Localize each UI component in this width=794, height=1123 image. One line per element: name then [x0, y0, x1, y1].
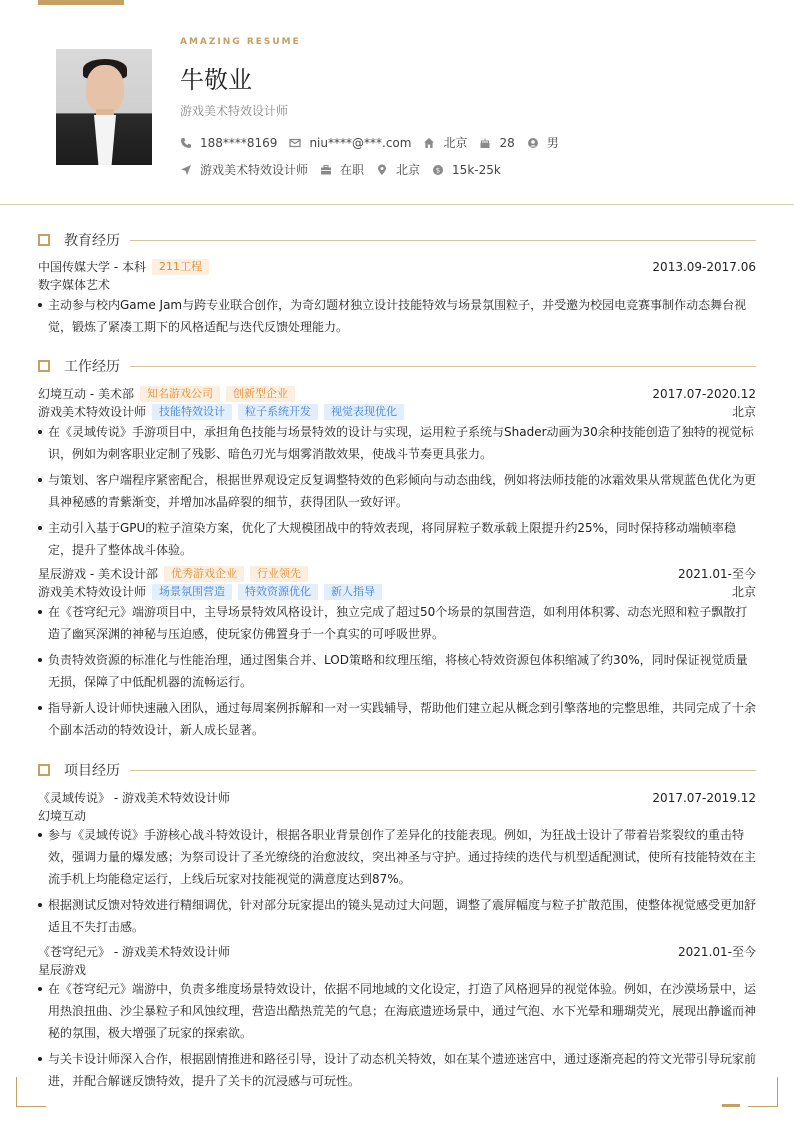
skill-tag: 新人指导 — [324, 584, 382, 600]
work-role-row — [38, 403, 756, 420]
project-date: 2021.01-至今 — [678, 945, 756, 959]
top-accent-bar — [38, 0, 124, 5]
company-name: 幻境互动 - 美术部 — [38, 387, 134, 401]
section-work — [38, 358, 756, 374]
company-tag: 行业领先 — [250, 566, 308, 582]
phone-text: 188****8169 — [200, 135, 278, 150]
brand-label: AMAZING RESUME — [180, 37, 301, 47]
project-bullet: 与关卡设计师深入合作，根据剧情推进和路径引导，设计了动态机关特效，如在某个遗迹迷宫中，通过逐渐亮起的符文光带引导玩家前进，并配合解谜反馈特效，提升了关卡的沉浸感与可玩性。 — [38, 1048, 756, 1092]
briefcase-icon — [320, 164, 332, 176]
job-intent-row — [180, 161, 513, 178]
project-company-row — [38, 961, 756, 978]
company-tag: 优秀游戏企业 — [164, 566, 244, 582]
target-job-text: 游戏美术特效设计师 — [200, 163, 309, 177]
section-square-icon — [38, 764, 50, 776]
location-pin-icon — [376, 164, 388, 176]
work-company-row — [38, 385, 756, 402]
work-bullet: 在《灵域传说》手游项目中，承担角色技能与场景特效的设计与实现，运用粒子系统与Shader动画为30余种技能创造了独特的视觉标识，例如为刺客职业定制了残影、暗色刃光与烟雾消散效果，使战斗节奏更具张力。 — [38, 421, 756, 465]
school-name: 中国传媒大学 - 本科 — [38, 260, 146, 274]
project-title-row — [38, 943, 756, 960]
major: 数字媒体艺术 — [38, 278, 111, 292]
section-title: 教育经历 — [64, 233, 120, 249]
section-project — [38, 762, 756, 778]
person-name: 牛敬业 — [180, 66, 252, 94]
gender-info — [527, 134, 559, 151]
skill-tag: 场景氛围营造 — [152, 584, 232, 600]
work-date: 2021.01-至今 — [678, 567, 756, 581]
section-square-icon — [38, 234, 50, 246]
status-info — [320, 161, 364, 178]
work-location: 北京 — [731, 405, 756, 419]
education-row — [38, 258, 756, 275]
work-bullet: 在《苍穹纪元》端游项目中，主导场景特效风格设计，独立完成了超过50个场景的氛围营造，如利用体积雾、动态光照和粒子飘散打造了幽冥深渊的神秘与压迫感，使玩家仿佛置身于一个真实的可呼吸世界。 — [38, 601, 756, 645]
salary-text: 15k-25k — [452, 162, 501, 177]
project-title: 《苍穹纪元》 - 游戏美术特效设计师 — [38, 945, 230, 959]
job-title: 游戏美术特效设计师 — [180, 104, 289, 118]
company-tag: 创新型企业 — [226, 386, 295, 402]
work-bullet: 主动引入基于GPU的粒子渲染方案，优化了大规模团战中的特效表现，将同屏粒子数承载上限提升约25%，同时保持移动端帧率稳定，提升了整体战斗体验。 — [38, 517, 756, 561]
work-location: 北京 — [731, 585, 756, 599]
target-city-info — [376, 161, 420, 178]
contact-row — [180, 134, 571, 151]
avatar — [56, 49, 152, 165]
home-icon — [423, 137, 435, 149]
section-title: 项目经历 — [64, 763, 120, 779]
section-rule — [130, 770, 756, 771]
project-bullet: 参与《灵域传说》手游核心战斗特效设计，根据各职业背景创作了差异化的技能表现。例如，为狂战士设计了带着岩浆裂纹的重击特效，强调力量的爆发感；为祭司设计了圣光缭绕的治愈波纹，突出神圣与守护。通过持续的迭代与机型适配测试，使所有技能特效在主流手机上均能稳定运行，上线后玩家对技能视觉的满意度达到87%。 — [38, 824, 756, 890]
project-title: 《灵域传说》 - 游戏美术特效设计师 — [38, 791, 230, 805]
work-bullet: 负责特效资源的标准化与性能治理，通过图集合并、LOD策略和纹理压缩，将核心特效资源包体积缩减了约30%，同时保证视觉质量无损，保障了中低配机器的流畅运行。 — [38, 649, 756, 693]
role: 游戏美术特效设计师 — [38, 585, 147, 599]
section-square-icon — [38, 360, 50, 372]
project-company: 幻境互动 — [38, 809, 87, 823]
company-name: 星辰游戏 - 美术设计部 — [38, 567, 158, 581]
section-rule — [130, 240, 756, 241]
project-bullet: 在《苍穹纪元》端游中，负责多维度场景特效设计，依据不同地域的文化设定，打造了风格迥异的视觉体验。例如，在沙漠场景中，运用热浪扭曲、沙尘暴粒子和风蚀纹理，营造出酷热荒芜的气息；在海底遗迹场景中，通过气泡、水下光晕和珊瑚荧光，展现出静谧而神秘的氛围，极大增强了玩家的探索欲。 — [38, 978, 756, 1044]
work-company-row — [38, 565, 756, 582]
school-tag: 211工程 — [152, 259, 209, 275]
work-bullet: 指导新人设计师快速融入团队，通过每周案例拆解和一对一实践辅导，帮助他们建立起从概念到引擎落地的完整思维，共同完成了十余个副本活动的特效设计，新人成长显著。 — [38, 697, 756, 741]
work-role-row — [38, 583, 756, 600]
mail-icon — [289, 137, 301, 149]
project-company-row — [38, 807, 756, 824]
header-divider — [0, 204, 794, 205]
skill-tag: 特效资源优化 — [238, 584, 318, 600]
company-tag: 知名游戏公司 — [140, 386, 220, 402]
status-text: 在职 — [340, 163, 365, 177]
project-title-row — [38, 789, 756, 806]
target-job-info — [180, 161, 308, 178]
send-icon — [180, 164, 192, 176]
skill-tag: 视觉表现优化 — [324, 404, 404, 420]
corner-decoration — [748, 1077, 778, 1107]
age-info — [479, 136, 514, 150]
corner-decoration — [16, 1077, 46, 1107]
skill-tag: 技能特效设计 — [152, 404, 232, 420]
education-date: 2013.09-2017.06 — [652, 259, 756, 274]
city-info — [423, 134, 467, 151]
cake-icon — [479, 137, 491, 149]
salary-info — [432, 163, 501, 177]
target-city-text: 北京 — [396, 163, 421, 177]
email-text: niu****@***.com — [309, 135, 412, 150]
major-row — [38, 276, 756, 293]
project-date: 2017.07-2019.12 — [652, 790, 756, 805]
section-title: 工作经历 — [64, 359, 120, 375]
skill-tag: 粒子系统开发 — [238, 404, 318, 420]
phone-icon — [180, 137, 192, 149]
work-bullet: 与策划、客户端程序紧密配合，根据世界观设定反复调整特效的色彩倾向与动态曲线，例如将法师技能的冰霜效果从常规蓝色优化为更具神秘感的青紫渐变，并增加冰晶碎裂的细节，获得团队一致好评。 — [38, 469, 756, 513]
money-icon — [432, 164, 444, 176]
gender-text: 男 — [546, 136, 559, 150]
email-info — [289, 136, 411, 150]
bottom-accent-bar — [722, 1104, 740, 1107]
age-text: 28 — [499, 135, 515, 150]
project-company: 星辰游戏 — [38, 963, 87, 977]
svg-text:$: $ — [435, 166, 441, 175]
section-education — [38, 232, 756, 248]
city-text: 北京 — [443, 136, 468, 150]
project-bullet: 根据测试反馈对特效进行精细调优，针对部分玩家提出的镜头晃动过大问题，调整了震屏幅度与粒子扩散范围，使整体视觉感受更加舒适且不失打击感。 — [38, 894, 756, 938]
user-icon — [527, 137, 539, 149]
phone-info — [180, 136, 277, 150]
education-bullet: 主动参与校内Game Jam与跨专业联合创作，为奇幻题材独立设计技能特效与场景氛围粒子，并受邀为校园电竞赛事制作动态舞台视觉，锻炼了紧凑工期下的风格适配与迭代反馈处理能力。 — [38, 294, 756, 338]
section-rule — [130, 366, 756, 367]
work-date: 2017.07-2020.12 — [652, 386, 756, 401]
role: 游戏美术特效设计师 — [38, 405, 147, 419]
